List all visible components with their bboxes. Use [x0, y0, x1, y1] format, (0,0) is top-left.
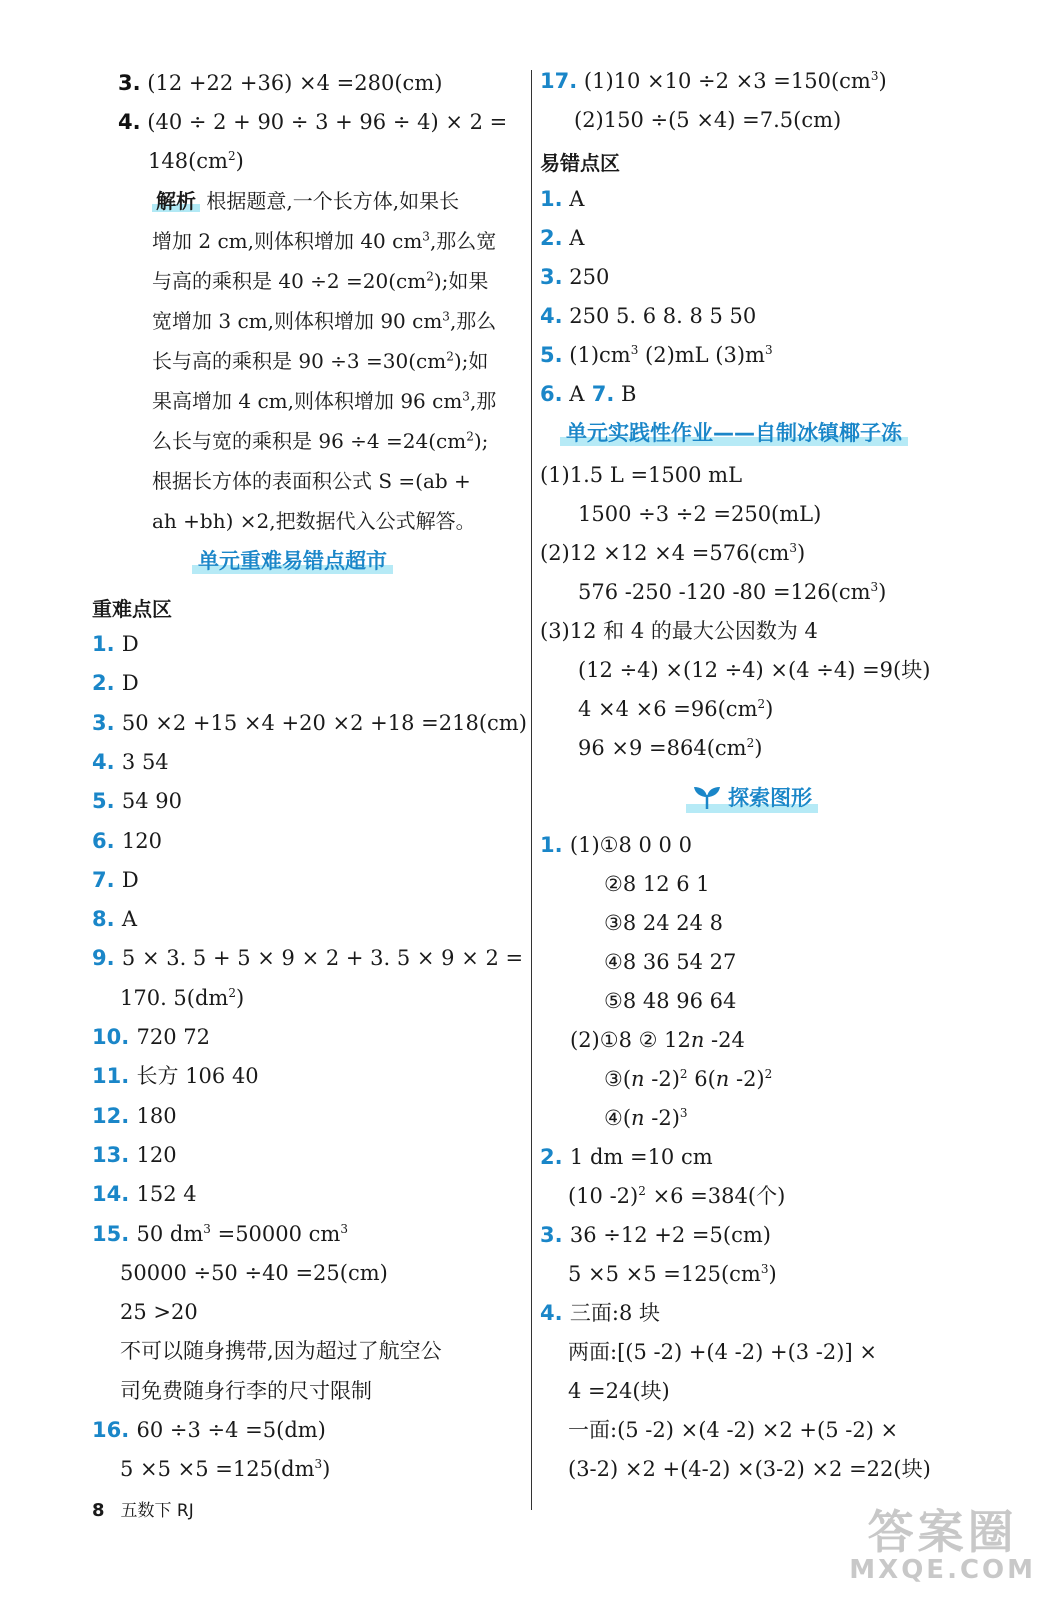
- right-answer-row: [540, 303, 756, 329]
- left-answer-row: [92, 788, 182, 814]
- left-answer-number: 2.: [92, 671, 122, 696]
- explore-number: 2.: [540, 1145, 570, 1169]
- left-answer-row: [92, 710, 527, 736]
- answer-4-cont-end: ): [235, 149, 244, 173]
- explore-text: ④(n -2)$^3$: [604, 1106, 688, 1130]
- analysis-line-1: [152, 188, 459, 214]
- right-answer-text: A: [562, 382, 585, 406]
- explore-row: [568, 1378, 670, 1404]
- explore-text: (3-2) ×2 +(4-2) ×(3-2) ×2 =22(块): [568, 1457, 931, 1481]
- left-answer-row: [92, 828, 162, 854]
- right-answer-number: 6.: [540, 382, 563, 406]
- answer-3-text: (12 +22 +36) ×4 =280(cm): [147, 71, 443, 95]
- practice-line: 1500 ÷3 ÷2 =250(mL): [578, 502, 822, 526]
- explore-text: 4 =24(块): [568, 1379, 670, 1403]
- left-answer-text: D: [121, 867, 139, 892]
- banner-difficult-points: 单元重难易错点超市: [192, 545, 393, 575]
- explore-text: $5 \times 5 \times 5 =125(cm^3)$: [568, 1262, 777, 1286]
- left-answer-row: [120, 985, 244, 1011]
- explore-row: [604, 871, 710, 897]
- explore-row: [604, 949, 736, 975]
- page-footer: [92, 1496, 194, 1521]
- explore-number: 3.: [540, 1223, 570, 1247]
- left-answer-text: 不可以随身携带,因为超过了航空公: [120, 1339, 442, 1364]
- right-answer-number: 3.: [540, 265, 563, 289]
- right-answer-text: A: [562, 187, 585, 211]
- explore-row: [604, 1066, 772, 1092]
- right-answer-row: [540, 264, 609, 290]
- left-answer-row: [92, 1103, 177, 1129]
- left-answer-number: 12.: [92, 1103, 137, 1128]
- explore-number: 1.: [540, 833, 570, 857]
- section-key-points: 重难点区: [92, 597, 172, 621]
- left-answer-text: 长方 106 40: [136, 1064, 259, 1089]
- right-answer-number: 1.: [540, 187, 563, 211]
- left-answer-text: 720 72: [136, 1025, 210, 1049]
- left-answer-row: [92, 945, 523, 971]
- left-answer-text: 180: [136, 1103, 177, 1128]
- explore-row: [604, 910, 723, 936]
- right-answer-number: 4.: [540, 304, 563, 328]
- right-answer-number: 7.: [584, 382, 615, 406]
- explore-row: [540, 1222, 771, 1248]
- right-answer-text: 250 5. 6 8. 8 5 50: [562, 304, 757, 328]
- answer-4-cont-text: 148(cm: [148, 149, 228, 173]
- left-answer-text: 120: [136, 1142, 177, 1167]
- watermark-site: MXQE.COM: [849, 1555, 1036, 1585]
- left-answer-text: 50 $dm^3 =50000$ $cm^3$: [136, 1221, 348, 1246]
- explore-row: [568, 1183, 785, 1209]
- right-answer-text: A: [562, 226, 585, 250]
- book-label: 五数下 RJ: [120, 1501, 194, 1521]
- left-answer-text: 152 4: [136, 1182, 197, 1207]
- left-answer-text: 司免费随身行李的尺寸限制: [120, 1378, 372, 1403]
- left-answer-text: A: [121, 907, 138, 932]
- left-answer-row: [92, 749, 169, 775]
- practice-line: 576 -250 -120 $-80 =126(cm^3)$: [578, 580, 887, 604]
- explore-row: [604, 988, 736, 1014]
- right-answer-row: [540, 381, 636, 407]
- analysis-line-6: 果高增加 4 cm,则体积增加 96 $cm^3$,那: [152, 389, 497, 413]
- watermark-logo: [849, 1505, 1036, 1585]
- right-answer-text: 250: [562, 265, 610, 289]
- left-answer-row: [120, 1260, 388, 1286]
- left-answer-text: 50 ×2 +15 ×4 +20 ×2 +18 =218(cm): [121, 710, 527, 735]
- right-answer-number: 2.: [540, 226, 563, 250]
- left-answer-number: 5.: [92, 789, 122, 814]
- left-answer-number: 8.: [92, 907, 122, 932]
- left-answer-row: [92, 670, 139, 696]
- analysis-line-2: 增加 2 cm,则体积增加 40 $cm^3$,那么宽: [152, 229, 497, 253]
- left-answer-row: [120, 1456, 330, 1482]
- answer-17-b: (2)150 ÷(5 ×4) =7.5(cm): [574, 108, 842, 132]
- explore-text: 两面:[(5 -2) +(4 -2) +(3 -2)] ×: [568, 1340, 877, 1364]
- explore-text: (10 -2)$^2$ ×6 =384(个): [568, 1184, 786, 1208]
- analysis-line-3: 与高的乘积是 $40 \div 2 =20(cm^2)$;如果: [152, 269, 489, 293]
- left-answer-row: [92, 906, 137, 932]
- explore-row: [568, 1417, 898, 1443]
- answer-4-cont: $148(cm^2)$: [148, 149, 244, 173]
- left-answer-number: 15.: [92, 1221, 137, 1246]
- left-answer-number: 14.: [92, 1182, 137, 1207]
- left-answer-row: [92, 1417, 326, 1443]
- left-answer-number: 6.: [92, 828, 122, 853]
- practice-line: $4 \times 4 \times 6 =96(cm^2)$: [578, 697, 774, 721]
- explore-row: [568, 1261, 777, 1287]
- left-answer-text: D: [121, 671, 139, 696]
- page-number: 8: [92, 1500, 105, 1521]
- explore-text: ④8 36 54 27: [604, 950, 737, 974]
- answer-4-text: (40 ÷ 2 + 90 ÷ 3 + 96 ÷ 4) × 2 =: [147, 110, 508, 134]
- left-answer-text: 54 90: [121, 789, 183, 814]
- left-answer-text: 5 × 3. 5 + 5 × 9 × 2 + 3. 5 × 9 × 2 =: [121, 946, 524, 971]
- practice-line: $(2)12 \times 12 \times 4 =576(cm^3)$: [540, 541, 806, 565]
- left-answer-number: 16.: [92, 1418, 137, 1442]
- explore-text: ③(n -2)$^2$ 6(n -2)$^2$: [604, 1067, 773, 1091]
- left-answer-text: 50000 ÷50 ÷40 =25(cm): [120, 1260, 388, 1285]
- practice-line: (12 ÷4) ×(12 ÷4) ×(4 ÷4) =9(块): [578, 658, 931, 682]
- analysis-line-5: 长与高的乘积是 $90 \div 3 =30(cm^2)$;如: [152, 349, 489, 373]
- explore-text: 1 dm =10 cm: [569, 1145, 713, 1169]
- left-answer-text: 60 ÷3 ÷4 =5(dm): [136, 1418, 326, 1442]
- left-answer-number: 7.: [92, 867, 122, 892]
- answer-3: 3. (12 +22 +36) ×4 =280(cm): [118, 71, 443, 95]
- left-answer-row: [92, 1024, 210, 1050]
- explore-banner-text: 探索图形: [728, 786, 812, 810]
- watermark-title: 答案圈: [867, 1505, 1018, 1559]
- left-answer-number: 3.: [92, 710, 122, 735]
- explore-text: 36 ÷12 +2 =5(cm): [569, 1223, 771, 1247]
- answer-17-text-a: $(1)10 \times 10 \div 2 \times 3 =150(cm^3)$: [583, 69, 887, 93]
- left-answer-text: 170. $5(dm^2)$: [120, 985, 245, 1010]
- left-answer-text: D: [121, 632, 139, 656]
- right-answer-number: 5.: [540, 343, 563, 367]
- explore-row: [568, 1456, 931, 1482]
- explore-row: [570, 1027, 745, 1053]
- explore-row: [604, 1105, 688, 1131]
- explore-text: 一面:(5 -2) ×(4 -2) ×2 +(5 -2) ×: [568, 1418, 899, 1442]
- section-error-prone: 易错点区: [540, 151, 620, 175]
- right-answer-text: $(1)cm^3$ (2)mL $(3)m^3$: [562, 343, 773, 367]
- left-answer-text: 25 >20: [120, 1300, 198, 1325]
- analysis-line-9: ah +bh) ×2,把数据代入公式解答。: [152, 509, 476, 533]
- explore-text: ③8 24 24 8: [604, 911, 724, 935]
- left-answer-row: [92, 1181, 197, 1207]
- left-answer-row: [120, 1338, 442, 1364]
- sprout-icon: [692, 785, 722, 814]
- left-answer-number: 1.: [92, 632, 122, 656]
- banner-practice-homework: 单元实践性作业——自制冰镇椰子冻: [560, 417, 908, 447]
- analysis-tag: 解析: [152, 188, 200, 214]
- explore-text: 三面:8 块: [569, 1301, 661, 1325]
- left-answer-text: 3 54: [121, 749, 169, 774]
- right-answer-text: B: [614, 382, 637, 406]
- left-answer-row: [92, 867, 139, 893]
- answer-17-number: 17.: [540, 69, 578, 93]
- explore-row: [540, 1144, 713, 1170]
- analysis-text-1: 根据题意,一个长方体,如果长: [206, 189, 460, 213]
- practice-line: (1)1.5 L =1500 mL: [540, 463, 743, 487]
- explore-number: 4.: [540, 1301, 570, 1325]
- left-answer-row: [120, 1378, 372, 1404]
- left-answer-number: 10.: [92, 1025, 137, 1049]
- practice-line: $96 \times 9 =864(cm^2)$: [578, 736, 763, 760]
- explore-row: [540, 1300, 660, 1326]
- left-answer-row: [92, 631, 139, 657]
- right-answer-row: [540, 342, 773, 368]
- explore-text: (1)①8 0 0 0: [569, 833, 692, 857]
- left-answer-text: $5 \times 5 \times 5 =125(dm^3)$: [120, 1457, 331, 1482]
- column-divider: [531, 70, 532, 1510]
- banner-explore-shapes: [686, 782, 818, 814]
- answer-17: [540, 68, 887, 94]
- explore-text: (2)①8 ② 12n -24: [570, 1028, 745, 1052]
- right-answer-row: [540, 186, 584, 212]
- explore-text: ⑤8 48 96 64: [604, 989, 737, 1013]
- analysis-line-7: 么长与宽的乘积是 $96 \div 4 =24(cm^2)$;: [152, 429, 489, 453]
- left-answer-number: 4.: [92, 749, 122, 774]
- answer-4: 4. (40 ÷ 2 + 90 ÷ 3 + 96 ÷ 4) × 2 =: [118, 110, 508, 134]
- explore-row: [540, 832, 692, 858]
- left-answer-row: [92, 1221, 348, 1247]
- left-answer-row: [92, 1063, 259, 1089]
- explore-text: ②8 12 6 1: [604, 872, 710, 896]
- explore-row: [568, 1339, 877, 1365]
- right-answer-row: [540, 225, 584, 251]
- practice-line: (3)12 和 4 的最大公因数为 4: [540, 619, 818, 643]
- left-answer-row: [92, 1142, 177, 1168]
- left-answer-number: 11.: [92, 1064, 137, 1089]
- left-answer-row: [120, 1299, 198, 1325]
- left-answer-text: 120: [121, 828, 162, 853]
- left-answer-number: 9.: [92, 946, 122, 971]
- analysis-line-8: 根据长方体的表面积公式 S =(ab +: [152, 469, 471, 493]
- analysis-line-4: 宽增加 3 cm,则体积增加 90 $cm^3$,那么: [152, 309, 497, 333]
- left-answer-number: 13.: [92, 1142, 137, 1167]
